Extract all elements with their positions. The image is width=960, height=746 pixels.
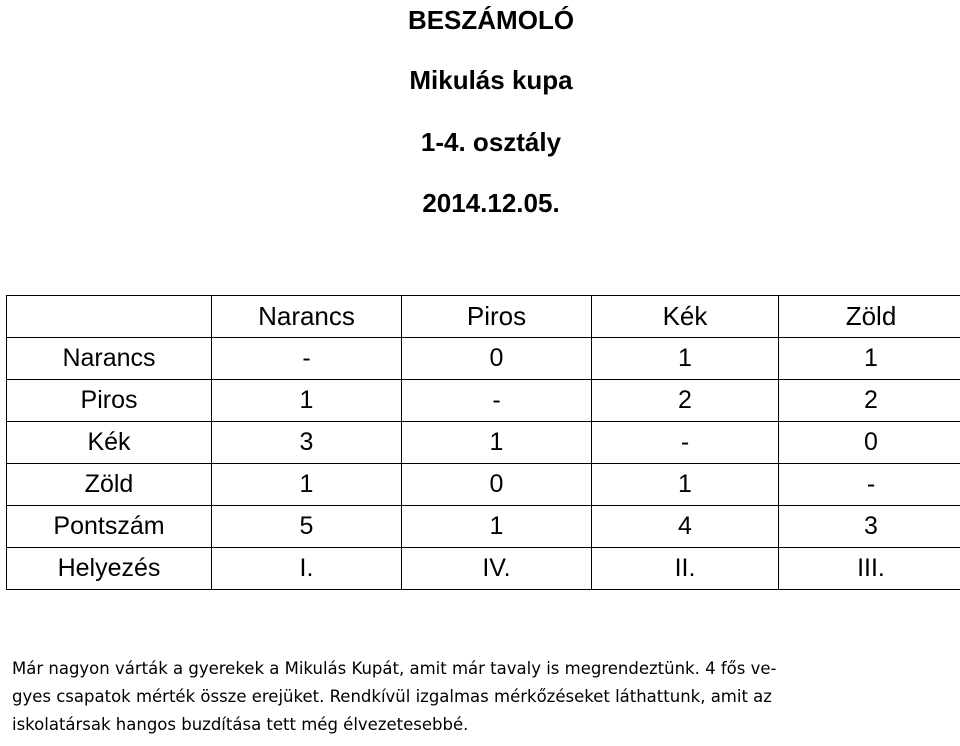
score-cell: 1 bbox=[402, 506, 592, 548]
row-header: Zöld bbox=[7, 464, 212, 506]
date-title: 2014.12.05. bbox=[422, 188, 560, 218]
table-row bbox=[7, 464, 960, 506]
table-row bbox=[7, 338, 960, 380]
row-header: Kék bbox=[7, 422, 212, 464]
table-cell: 1 bbox=[212, 464, 402, 506]
table-header-row bbox=[7, 296, 960, 338]
table-cell: 1 bbox=[592, 464, 779, 506]
row-header: Helyezés bbox=[7, 548, 212, 590]
report-paragraph bbox=[12, 655, 952, 739]
table-cell: 3 bbox=[212, 422, 402, 464]
table-cell: 1 bbox=[212, 380, 402, 422]
column-header: Piros bbox=[402, 296, 592, 338]
table-cell: 1 bbox=[402, 422, 592, 464]
table-cell: - bbox=[212, 338, 402, 380]
grades-title: 1-4. osztály bbox=[420, 127, 562, 157]
score-cell: 4 bbox=[592, 506, 779, 548]
row-header: Piros bbox=[7, 380, 212, 422]
rank-cell: III. bbox=[779, 548, 960, 590]
column-header: Zöld bbox=[779, 296, 960, 338]
rank-cell: II. bbox=[592, 548, 779, 590]
table-cell: 0 bbox=[402, 464, 592, 506]
table-row bbox=[7, 422, 960, 464]
results-table bbox=[6, 295, 960, 590]
cup-title: Mikulás kupa bbox=[409, 65, 573, 95]
column-header: Kék bbox=[592, 296, 779, 338]
table-cell: 2 bbox=[592, 380, 779, 422]
table-cell: - bbox=[592, 422, 779, 464]
table-cell: 1 bbox=[779, 338, 960, 380]
ranking-row bbox=[7, 548, 960, 590]
column-header: Narancs bbox=[212, 296, 402, 338]
corner-cell bbox=[7, 296, 212, 338]
table-cell: 0 bbox=[779, 422, 960, 464]
row-header: Narancs bbox=[7, 338, 212, 380]
table-row bbox=[7, 380, 960, 422]
report-heading: BESZÁMOLÓ bbox=[407, 5, 575, 35]
table-cell: - bbox=[402, 380, 592, 422]
report-line: iskolatársak hangos buzdítása tett még élvezetesebbé. bbox=[12, 715, 469, 734]
table-cell: 1 bbox=[592, 338, 779, 380]
score-cell: 3 bbox=[779, 506, 960, 548]
table-cell: 0 bbox=[402, 338, 592, 380]
rank-cell: IV. bbox=[402, 548, 592, 590]
score-row bbox=[7, 506, 960, 548]
rank-cell: I. bbox=[212, 548, 402, 590]
row-header: Pontszám bbox=[7, 506, 212, 548]
report-line: Már nagyon várták a gyerekek a Mikulás Kupát, amit már tavaly is megrendeztünk. 4 fős ve- bbox=[12, 659, 777, 678]
report-line: gyes csapatok mérték össze erejüket. Rendkívül izgalmas mérkőzéseket láthattunk, amit az bbox=[12, 687, 772, 706]
table-cell: 2 bbox=[779, 380, 960, 422]
score-cell: 5 bbox=[212, 506, 402, 548]
table-cell: - bbox=[779, 464, 960, 506]
